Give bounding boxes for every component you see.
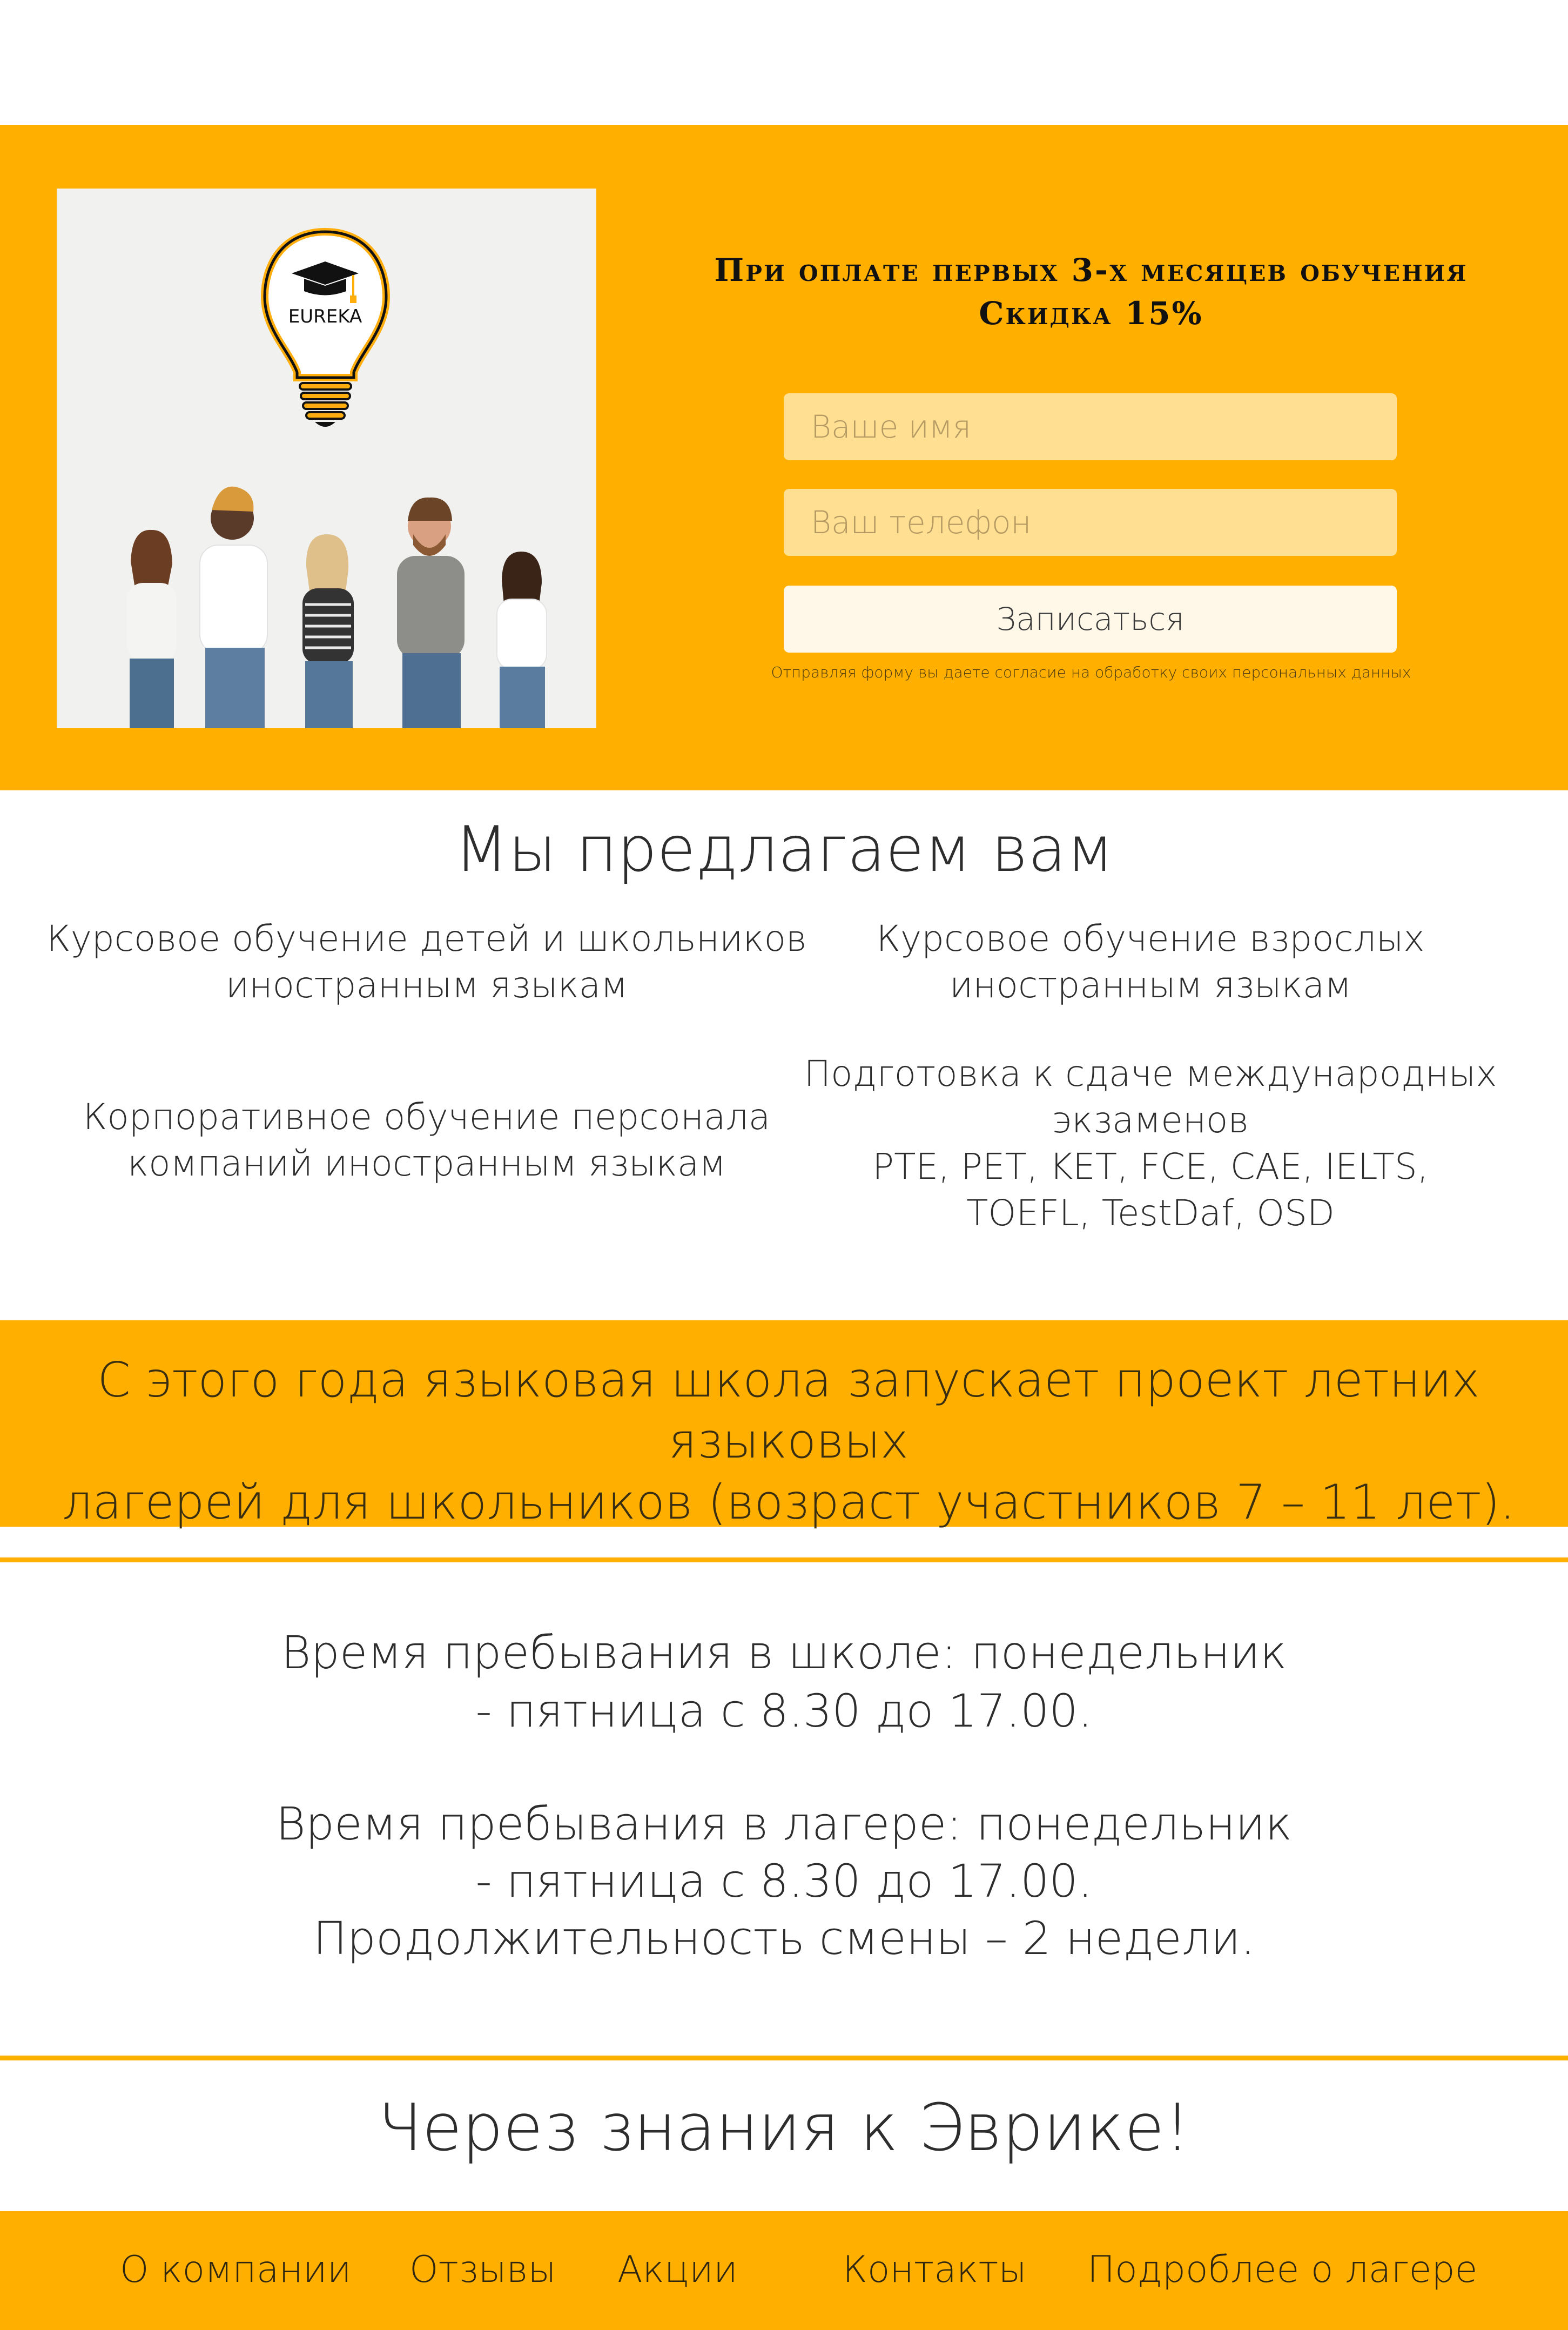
- offer-line: экзаменов: [1052, 1099, 1249, 1141]
- promo-line: При оплате первых 3-х месяцев обучения: [714, 252, 1468, 288]
- offer-item-adults: [794, 916, 1507, 1009]
- promo-headline: [643, 249, 1539, 335]
- schedule-line: Время пребывания в лагере: понедельник: [275, 1797, 1293, 1850]
- offer-line: компаний иностранным языкам: [127, 1143, 726, 1184]
- school-schedule: [0, 1623, 1568, 1740]
- offer-line: Подготовка к сдаче международных: [804, 1053, 1497, 1095]
- camp-line: С этого года языковая школа запускает проект летних языковых: [97, 1352, 1480, 1469]
- divider: [0, 1557, 1568, 1562]
- offer-line: PTE, PET, KET, FCE, CAE, IELTS,: [872, 1146, 1429, 1187]
- divider: [0, 2056, 1568, 2060]
- offer-line: Корпоративное обучение персонала: [83, 1096, 771, 1138]
- offer-line: Курсовое обучение детей и школьников: [46, 918, 807, 959]
- offer-item-kids: [43, 916, 810, 1009]
- phone-input[interactable]: [784, 489, 1397, 556]
- signup-button[interactable]: Записаться: [784, 586, 1397, 653]
- camp-schedule: [0, 1795, 1568, 1967]
- slogan: Через знания к Эврике!: [378, 2091, 1190, 2166]
- offer-item-exams: [794, 1051, 1507, 1237]
- nav-link-contacts[interactable]: Контакты: [843, 2248, 1027, 2291]
- offer-line: иностранным языкам: [225, 964, 628, 1006]
- offer-line: Курсовое обучение взрослых: [876, 918, 1425, 959]
- consent-note: Отправляя форму вы даете согласие на обработку своих персональных данных: [771, 663, 1411, 681]
- name-input[interactable]: [784, 393, 1397, 460]
- camp-line: лагерей для школьников (возраст участников 7 – 11 лет).: [62, 1474, 1515, 1530]
- nav-link-promotions[interactable]: Акции: [617, 2248, 738, 2291]
- nav-link-camp-details[interactable]: Подроблее о лагере: [1087, 2248, 1478, 2291]
- logo-wordmark: EUREKA: [288, 306, 362, 327]
- offer-line: TOEFL, TestDaf, OSD: [966, 1192, 1335, 1234]
- hero-photo: [57, 189, 596, 728]
- schedule-line: - пятница с 8.30 до 17.00.: [475, 1684, 1093, 1737]
- nav-link-reviews[interactable]: Отзывы: [409, 2248, 556, 2291]
- offer-item-corporate: [43, 1094, 810, 1187]
- nav-link-about[interactable]: О компании: [120, 2248, 352, 2291]
- schedule-line: Продолжительность смены – 2 недели.: [313, 1912, 1255, 1965]
- schedule-line: - пятница с 8.30 до 17.00.: [475, 1855, 1093, 1908]
- schedule-line: Время пребывания в школе: понедельник: [281, 1626, 1287, 1679]
- students-illustration: [57, 189, 596, 728]
- camp-announcement: [32, 1349, 1545, 1533]
- offer-title: Мы предлагаем вам: [454, 813, 1114, 886]
- discount-line: Скидка 15%: [979, 295, 1203, 332]
- offer-line: иностранным языкам: [949, 964, 1352, 1006]
